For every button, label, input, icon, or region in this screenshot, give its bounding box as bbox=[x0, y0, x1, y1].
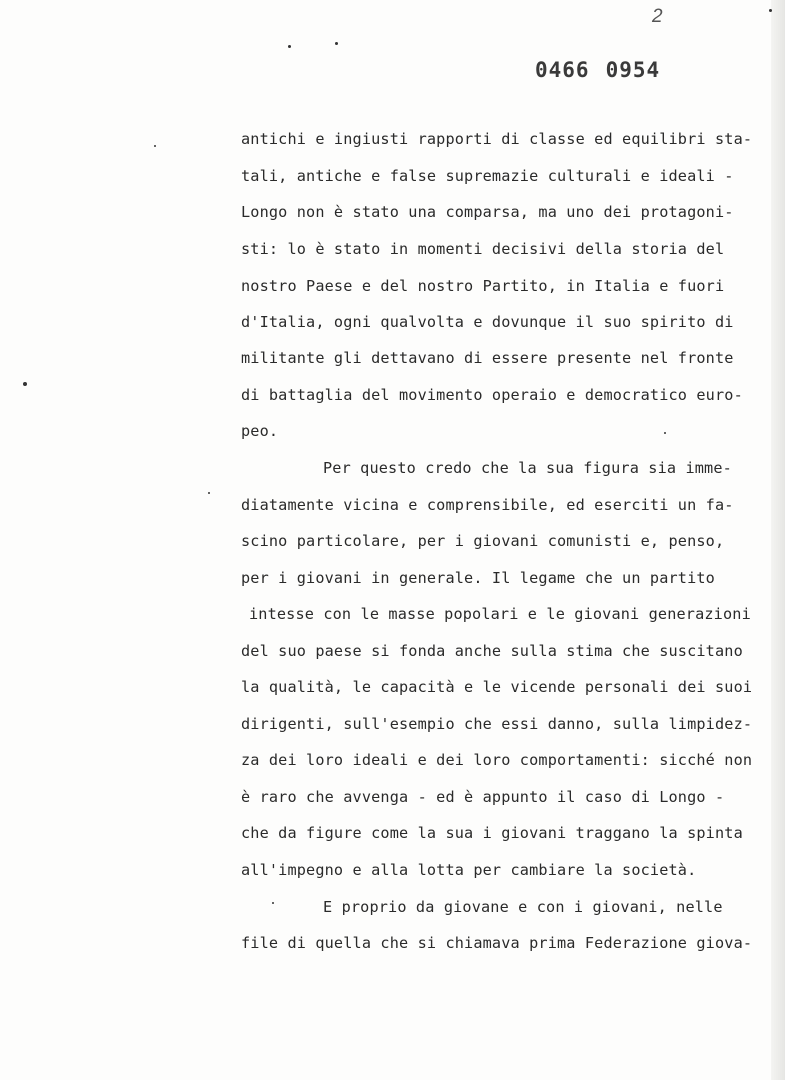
scan-speck bbox=[335, 42, 338, 45]
text-line-2: tali, antiche e false supremazie culturali e ideali - bbox=[241, 167, 734, 185]
text-line-20: che da figure come la sua i giovani traggano la spinta bbox=[241, 824, 743, 842]
scan-speck bbox=[769, 9, 772, 12]
text-line-9: peo. bbox=[241, 422, 279, 440]
text-line-12: scino particolare, per i giovani comunisti e, penso, bbox=[241, 532, 725, 550]
scan-speck bbox=[208, 492, 210, 494]
text-line-18: za dei loro ideali e dei loro comportamenti: sicché non bbox=[241, 751, 753, 769]
page-number: 2 bbox=[652, 6, 663, 27]
text-line-22: E proprio da giovane e con i giovani, nelle bbox=[323, 898, 723, 916]
text-line-21: all'impegno e alla lotta per cambiare la società. bbox=[241, 861, 697, 879]
page-edge-shadow bbox=[771, 0, 785, 1080]
text-line-15: del suo paese si fonda anche sulla stima che suscitano bbox=[241, 642, 743, 660]
text-line-3: Longo non è stato una comparsa, ma uno dei protagoni- bbox=[241, 203, 734, 221]
text-line-13: per i giovani in generale. Il legame che un partito bbox=[241, 569, 715, 587]
text-line-7: militante gli dettavano di essere presente nel fronte bbox=[241, 349, 734, 367]
text-line-5: nostro Paese e del nostro Partito, in Italia e fuori bbox=[241, 277, 725, 295]
scan-speck bbox=[288, 45, 291, 48]
scan-speck bbox=[154, 145, 156, 147]
text-line-16: la qualità, le capacità e le vicende personali dei suoi bbox=[241, 678, 753, 696]
text-line-6: d'Italia, ogni qualvolta e dovunque il suo spirito di bbox=[241, 313, 734, 331]
document-code bbox=[535, 58, 660, 82]
scan-speck bbox=[23, 382, 27, 386]
text-line-10: Per questo credo che la sua figura sia imme- bbox=[323, 459, 732, 477]
text-line-1: antichi e ingiusti rapporti di classe ed equilibri sta- bbox=[241, 130, 753, 148]
text-line-8: di battaglia del movimento operaio e democratico euro- bbox=[241, 386, 743, 404]
text-line-11: diatamente vicina e comprensibile, ed eserciti un fa- bbox=[241, 496, 734, 514]
scan-speck bbox=[272, 902, 274, 904]
text-line-14: intesse con le masse popolari e le giovani generazioni bbox=[249, 605, 751, 623]
text-line-23: file di quella che si chiamava prima Federazione giova- bbox=[241, 934, 753, 952]
document-code-part-1: 0466 bbox=[535, 58, 590, 82]
text-line-19: è raro che avvenga - ed è appunto il caso di Longo - bbox=[241, 788, 725, 806]
scan-speck bbox=[664, 432, 666, 434]
text-line-17: dirigenti, sull'esempio che essi danno, sulla limpidez- bbox=[241, 715, 753, 733]
text-line-4: sti: lo è stato in momenti decisivi della storia del bbox=[241, 240, 725, 258]
document-code-part-2: 0954 bbox=[605, 58, 661, 82]
